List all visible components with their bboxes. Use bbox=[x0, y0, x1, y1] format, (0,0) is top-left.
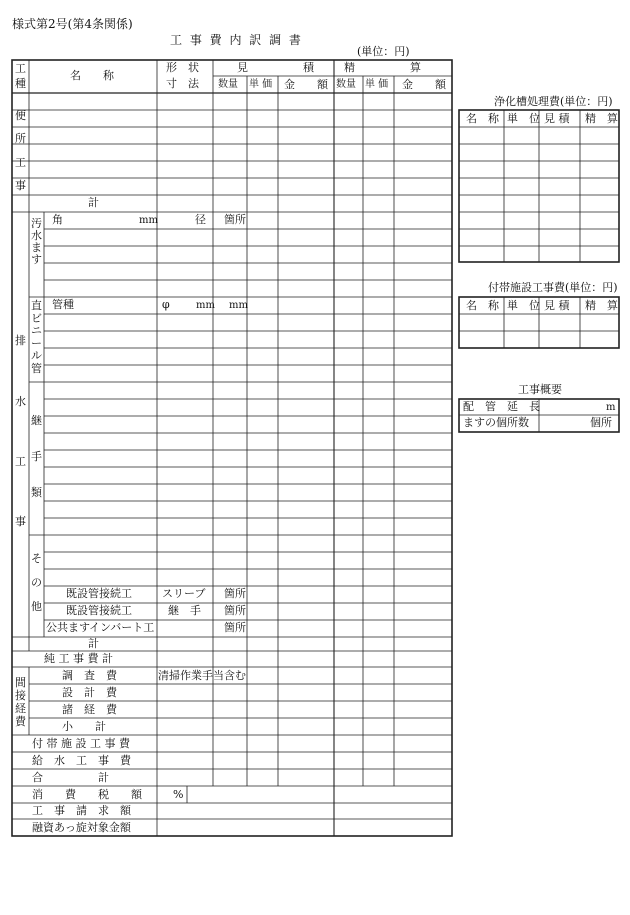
section-sonota-3: 他 bbox=[31, 600, 42, 613]
header-koushu-2: 種 bbox=[15, 77, 26, 90]
jouka-col-meisho: 名 称 bbox=[466, 112, 499, 125]
row-kasho-4: 箇所 bbox=[224, 621, 246, 634]
row-sekkei: 設 計 費 bbox=[62, 686, 117, 699]
row-kasho-2: 箇所 bbox=[224, 587, 246, 600]
section-haisui-1: 排 bbox=[15, 334, 26, 347]
section-benjo-1: 便 bbox=[15, 109, 26, 122]
row-kaku-mm: mm bbox=[139, 215, 158, 226]
row-yushi: 融資あっ旋対象金額 bbox=[32, 821, 131, 834]
header-tanka-2: 単 価 bbox=[365, 79, 389, 90]
row-sleeve: スリーブ bbox=[162, 587, 206, 600]
gaiyo-masu-unit: 個所 bbox=[590, 416, 612, 429]
row-kei-haisui: 計 bbox=[88, 637, 99, 650]
header-keijo: 形 状 bbox=[166, 61, 199, 74]
header-suryo-1: 数量 bbox=[218, 79, 238, 90]
header-kingaku-2: 金 額 bbox=[402, 78, 446, 91]
section-benjo-2: 所 bbox=[15, 132, 26, 145]
section-kansetsu: 間接経費 bbox=[15, 676, 26, 728]
row-shokei: 諸 経 費 bbox=[62, 703, 117, 716]
row-shohizei: 消 費 税 額 bbox=[32, 788, 142, 801]
row-kei-benjo: 計 bbox=[88, 196, 99, 209]
unit-label: (単位：円) bbox=[357, 45, 410, 58]
row-percent: % bbox=[173, 788, 184, 801]
header-tanka-1: 単 価 bbox=[249, 79, 273, 90]
futai-title: 付帯施設工事費(単位：円) bbox=[488, 281, 618, 294]
row-futai: 付 帯 施 設 工 事 費 bbox=[32, 737, 130, 750]
section-benjo-3: 工 bbox=[15, 156, 26, 169]
header-mitsumori: 見 積 bbox=[237, 61, 314, 74]
section-sonota-1: そ bbox=[31, 552, 42, 565]
row-kasho-3: 箇所 bbox=[224, 604, 246, 617]
gaiyo-haikan: 配 管 延 長 bbox=[463, 400, 540, 413]
row-phi-mm: mm bbox=[196, 300, 215, 311]
row-shoukei: 小 計 bbox=[62, 720, 106, 733]
row-invert: 公共ますインバート工 bbox=[46, 621, 155, 634]
header-meisho: 名 称 bbox=[70, 69, 114, 82]
row-kisetsu-1: 既設管接続工 bbox=[66, 587, 132, 600]
gaiyo-haikan-unit: m bbox=[606, 402, 616, 413]
futai-col-mitsumori: 見 積 bbox=[544, 299, 570, 312]
section-benjo-4: 事 bbox=[15, 179, 26, 192]
row-jun-kojihi: 純 工 事 費 計 bbox=[44, 652, 113, 665]
jouka-col-tani: 単 位 bbox=[507, 112, 540, 125]
header-sunpo: 寸 法 bbox=[166, 77, 199, 90]
futai-col-meisho: 名 称 bbox=[466, 299, 499, 312]
futai-col-seisan: 精 算 bbox=[585, 299, 618, 312]
row-kisetsu-2: 既設管接続工 bbox=[66, 604, 132, 617]
section-tsugite-1: 継 bbox=[31, 414, 42, 427]
header-seisan: 精 算 bbox=[344, 61, 421, 74]
row-gokei: 合 計 bbox=[32, 771, 109, 784]
header-kingaku-1: 金 額 bbox=[284, 78, 328, 91]
futai-col-tani: 単 位 bbox=[507, 299, 540, 312]
section-tsugite-2: 手 bbox=[31, 450, 42, 463]
row-phi: φ bbox=[162, 298, 170, 311]
row-chosa: 調 査 費 bbox=[62, 669, 117, 682]
page-title: 工 事 費 内 訳 調 書 bbox=[170, 33, 303, 47]
header-koushu-1: 工 bbox=[15, 62, 26, 75]
section-sonota-2: の bbox=[31, 576, 42, 589]
header-suryo-2: 数量 bbox=[336, 79, 356, 90]
section-haisui-3: 工 bbox=[15, 455, 26, 468]
row-kaku: 角 bbox=[52, 213, 63, 226]
section-haisui-2: 水 bbox=[15, 395, 26, 408]
row-tsugite: 継 手 bbox=[168, 604, 201, 617]
form-number: 様式第2号(第4条関係) bbox=[12, 17, 133, 31]
section-osui: 汚水ます bbox=[31, 217, 42, 266]
section-haisui-4: 事 bbox=[15, 515, 26, 528]
jouka-col-seisan: 精 算 bbox=[585, 112, 618, 125]
jouka-col-mitsumori: 見 積 bbox=[544, 112, 570, 125]
row-kanshu: 管種 bbox=[52, 298, 74, 311]
jouka-title: 浄化槽処理費(単位：円) bbox=[494, 95, 613, 108]
section-tsugite-3: 類 bbox=[31, 486, 42, 499]
row-kyusui: 給 水 工 事 費 bbox=[32, 754, 131, 767]
row-mm-2: mm bbox=[229, 300, 248, 311]
row-seikyu: 工 事 請 求 額 bbox=[32, 804, 131, 817]
row-seiso: 清掃作業手当含む bbox=[158, 669, 246, 682]
gaiyo-title: 工事概要 bbox=[518, 383, 562, 396]
row-kasho-1: 箇所 bbox=[224, 213, 246, 226]
row-kei-label: 径 bbox=[195, 213, 206, 226]
section-enbi: 直ビニール管 bbox=[31, 299, 42, 375]
gaiyo-masu: ますの個所数 bbox=[463, 416, 529, 429]
